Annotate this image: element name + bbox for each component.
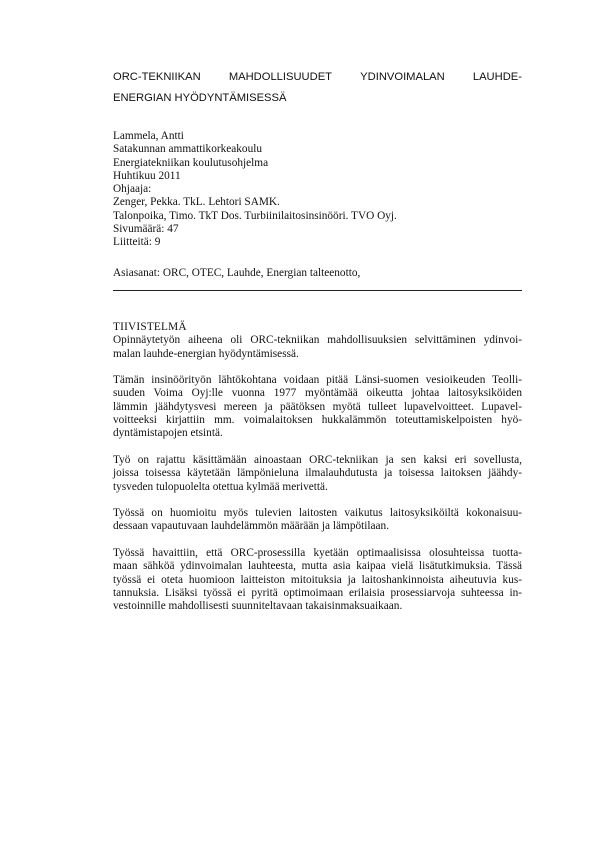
abstract-paragraph [113, 374, 522, 440]
horizontal-divider [113, 290, 522, 291]
title-word: ORC-TEKNIIKAN [113, 71, 201, 83]
title-line-2: ENERGIAN HYÖDYNTÄMISESSÄ [113, 92, 287, 104]
author-name: Lammela, Antti [113, 130, 184, 142]
supervisor-1: Zenger, Pekka. TkL. Lehtori SAMK. [113, 196, 280, 209]
text-line: lämmin jäähdytysvesi mereen ja päätöksen myötä tulleet lupavelvoitteet. Lupavel- [113, 400, 522, 413]
text-line: dessaan vapautuvaan lauhdelämmön määrään ja lämpötilaan. [113, 520, 390, 533]
page-count: Sivumäärä: 47 [113, 223, 179, 236]
text-line: voitteeksi kirjattiin mm. voimalaitoksen hukkalämmön toteuttamiskelpoisten hyö- [113, 414, 522, 427]
text-line: suuden Voima Oyj:lle vuonna 1977 myöntämää oikeutta johtaa laitosyksiköiden [113, 387, 522, 400]
keywords: Asiasanat: ORC, OTEC, Lauhde, Energian talteenotto, [113, 267, 361, 279]
text-line: Opinnäytetyön aiheena oli ORC-tekniikan mahdollisuuksien selvittäminen ydinvoi- [113, 334, 522, 347]
abstract-paragraph [113, 547, 522, 613]
abstract-paragraph [113, 454, 522, 494]
text-line: maan sähköä ydinvoimalan lauhteesta, mutta asia kaipaa vielä lisätutkimuksia. Tässä [113, 560, 522, 573]
degree-programme: Energiatekniikan koulutusohjelma [113, 156, 269, 169]
abstract-section [113, 321, 522, 627]
text-line: Työssä havaittiin, että ORC-prosessilla kyetään optimaalisissa olosuhteissa tuotta- [113, 547, 522, 560]
supervisor-label: Ohjaaja: [113, 183, 152, 196]
text-line: työssä ei oteta huomioon laitteiston mitoituksia ja laitoshankinnoista aiheutuvia kus- [113, 573, 522, 586]
text-line: tysveden tulopuolelta otettua kylmää merivettä. [113, 480, 328, 493]
title-line-1 [113, 67, 522, 88]
text-line: vestoinnille mahdollisesti suunniteltavaan takaisinmaksuaikaan. [113, 600, 403, 613]
text-line: joissa toisessa käytetään lämpönieluna ilmalauhdutusta ja toisessa laitoksen jäähdy- [113, 467, 522, 480]
institution: Satakunnan ammattikorkeakoulu [113, 143, 263, 156]
title-word: LAUHDE- [472, 71, 522, 83]
document-title [113, 67, 522, 109]
author-metadata [113, 130, 522, 250]
text-line: tannuksia. Lisäksi työssä ei pyritä optimoimaan erilaisia prosessiarvoja suhteessa in- [113, 586, 522, 599]
text-line: malan lauhde-energian hyödyntämisessä. [113, 347, 299, 360]
text-line: Tämän insinöörityön lähtökohtana voidaan pitää Länsi-suomen vesioikeuden Teolli- [113, 374, 522, 387]
text-line: Työ on rajattu käsittämään ainoastaan ORC-tekniikan ja sen kaksi eri sovellusta, [113, 453, 522, 466]
title-word: MAHDOLLISUUDET [228, 71, 333, 83]
text-line: Työssä on huomioitu myös tulevien laitosten vaikutus laitosyksiköiltä kokonaisuu- [113, 507, 522, 520]
abstract-paragraph [113, 507, 522, 534]
abstract-paragraph [113, 334, 522, 361]
supervisor-2: Talonpoika, Timo. TkT Dos. Turbiinilaitosinsinööri. TVO Oyj. [113, 209, 397, 222]
abstract-heading: TIIVISTELMÄ [113, 321, 187, 333]
title-word: YDINVOIMALAN [360, 71, 445, 83]
appendix-count: Liitteitä: 9 [113, 236, 161, 249]
date: Huhtikuu 2011 [113, 169, 181, 182]
text-line: dyntämistapojen etsintä. [113, 427, 223, 440]
